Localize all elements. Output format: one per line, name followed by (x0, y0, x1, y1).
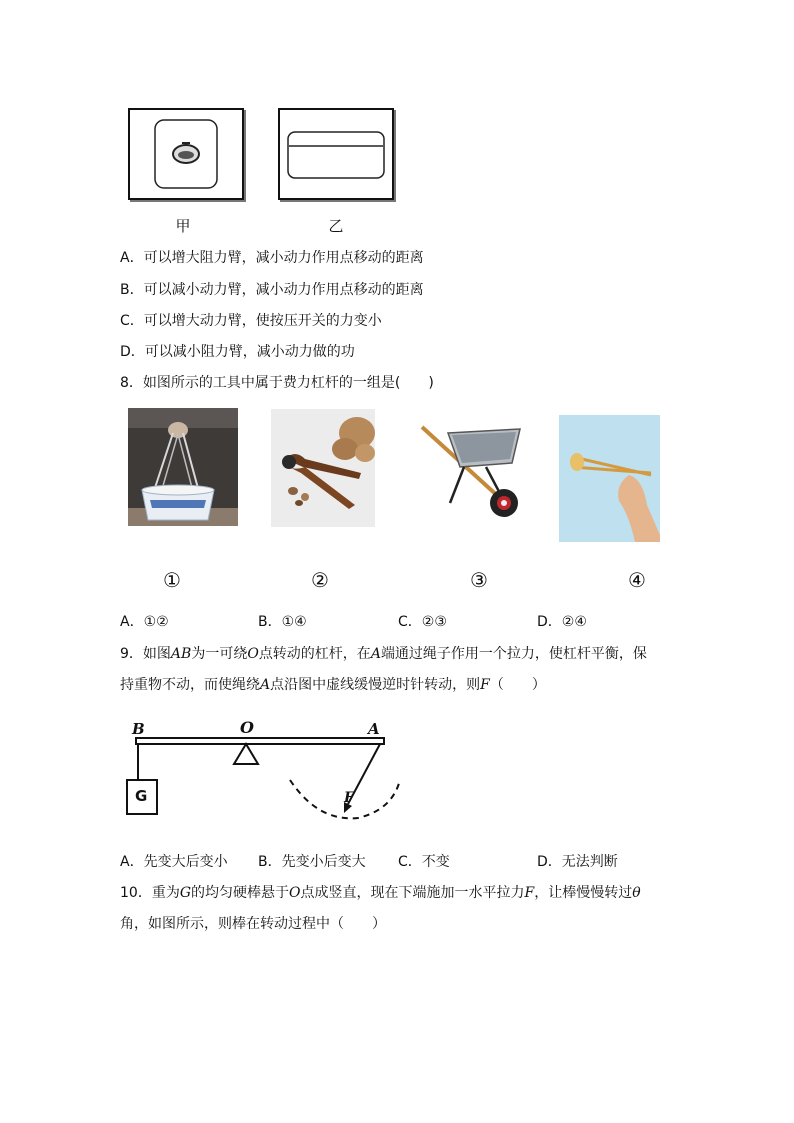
nutcracker-photo (271, 409, 375, 527)
lever-bar (136, 738, 384, 744)
label-f: F (344, 790, 354, 806)
chopsticks-photo (559, 415, 660, 542)
wheelbarrow-photo (416, 411, 529, 524)
q10-stem-line-1: 10．重为G的均匀硬棒悬于O点成竖直，现在下端施加一水平拉力F，让棒慢慢转过θ (120, 885, 641, 901)
q8-option-a: A．①② (120, 614, 169, 630)
image-label-1: ① (163, 568, 181, 592)
q10-stem-line-2: 角，如图所示，则棒在转动过程中（ ） (120, 916, 386, 932)
switch-figure-yi (278, 108, 394, 200)
label-a: A (368, 720, 380, 738)
q8-option-d: D．②④ (537, 614, 587, 630)
image-label-2: ② (311, 568, 329, 592)
q9-stem-line-2: 持重物不动，而使绳绕A点沿图中虚线缓慢逆时针转动，则F（ ） (120, 677, 546, 693)
q9-option-c: C．不变 (398, 854, 450, 870)
q7-option-a: A．可以增大阻力臂，减小动力作用点移动的距离 (120, 250, 424, 266)
q9-option-a: A．先变大后变小 (120, 854, 228, 870)
image-label-3: ③ (470, 568, 488, 592)
q7-option-b: B．可以减小动力臂，减小动力作用点移动的距离 (120, 282, 424, 298)
q7-option-d: D．可以减小阻力臂，减小动力做的功 (120, 344, 355, 360)
figure-label-yi: 乙 (328, 217, 344, 235)
label-o: O (240, 718, 254, 737)
label-b: B (132, 720, 145, 738)
q8-option-b: B．①④ (258, 614, 307, 630)
q9-stem-line-1: 9．如图AB为一可绕O点转动的杠杆，在A端通过绳子作用一个拉力，使杠杆平衡，保 (120, 646, 647, 662)
q8-option-c: C．②③ (398, 614, 447, 630)
q7-option-c: C．可以增大动力臂，使按压开关的力变小 (120, 313, 382, 329)
figure-label-jia: 甲 (175, 217, 191, 235)
pivot-triangle (234, 744, 258, 764)
rocker-switch-icon (280, 110, 392, 198)
q9-option-b: B．先变小后变大 (258, 854, 366, 870)
switch-figure-jia (128, 108, 244, 200)
round-switch-icon (130, 110, 242, 198)
bowl-clamp-photo (128, 408, 238, 526)
image-label-4: ④ (628, 568, 646, 592)
label-g: G (135, 787, 148, 805)
lever-diagram (118, 718, 418, 828)
q8-stem: 8．如图所示的工具中属于费力杠杆的一组是( ) (120, 375, 434, 391)
q9-option-d: D．无法判断 (537, 854, 618, 870)
